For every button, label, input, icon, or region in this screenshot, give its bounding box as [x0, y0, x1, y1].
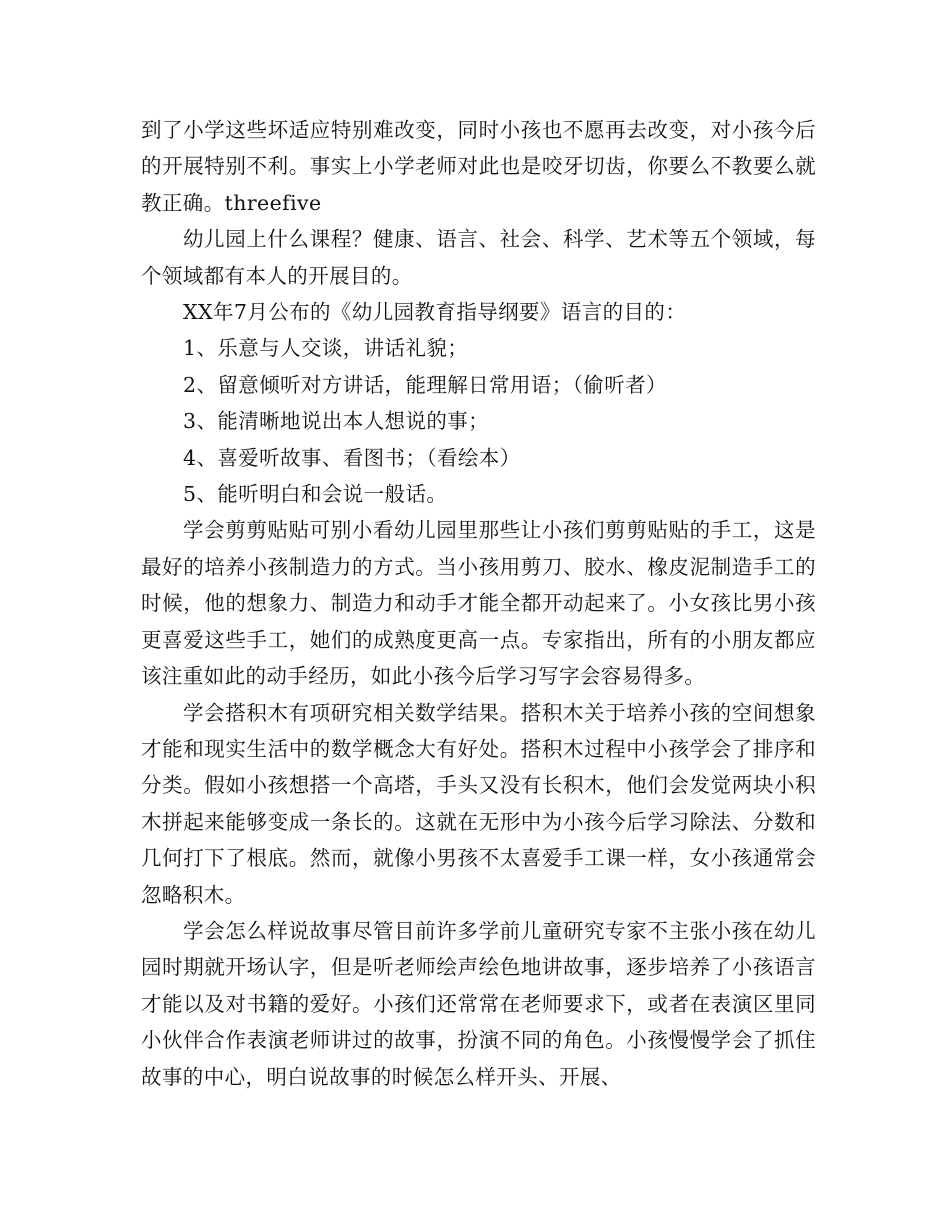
list-item-3: 3、能清晰地说出本人想说的事；	[183, 409, 490, 434]
paragraph-building-blocks: 学会搭积木有项研究相关数学结果。搭积木关于培养小孩的空间想象才能和现实生活中的数学概念大有好处。搭积木过程中小孩学会了排序和分类。假如小孩想搭一个高塔，手头又没有长积木，他们会发觉两块小积木拼起来能够变成一条长的。这就在无形中为小孩今后学习除法、分数和几何打下了根底。然而，就像小男孩不太喜爱手工课一样，女小孩通常会忽略积木。	[141, 700, 816, 907]
paragraph-1: 到了小学这些坏适应特别难改变，同时小孩也不愿再去改变，对小孩今后的开展特别不利。事实上小学老师对此也是咬牙切齿，你要么不教要么就教正确。threefive	[141, 118, 816, 215]
list-item-2: 2、留意倾听对方讲话，能理解日常用语；（偷听者）	[183, 372, 667, 397]
paragraph-cutting-pasting: 学会剪剪贴贴可别小看幼儿园里那些让小孩们剪剪贴贴的手工，这是最好的培养小孩制造力的方式。当小孩用剪刀、胶水、橡皮泥制造手工的时候，他的想象力、制造力和动手才能全都开动起来了。小女孩比男小孩更喜爱这些手工，她们的成熟度更高一点。专家指出，所有的小朋友都应该注重如此的动手经历，如此小孩今后学习写字会容易得多。	[141, 518, 816, 689]
paragraph-storytelling: 学会怎么样说故事尽管目前许多学前儿童研究专家不主张小孩在幼儿园时期就开场认字，但是听老师绘声绘色地讲故事，逐步培养了小孩语言才能以及对书籍的爱好。小孩们还常常在老师要求下，或者在表演区里同小伙伴合作表演老师讲过的故事，扮演不同的角色。小孩慢慢学会了抓住故事的中心，明白说故事的时候怎么样开头、开展、	[141, 918, 816, 1089]
list-item-1: 1、乐意与人交谈，讲话礼貌；	[183, 336, 469, 361]
document-body	[141, 112, 816, 1095]
paragraph-2: 幼儿园上什么课程？健康、语言、社会、科学、艺术等五个领域，每个领域都有本人的开展目的。	[141, 227, 816, 288]
list-item-5: 5、能听明白和会说一般话。	[183, 482, 448, 507]
paragraph-3: XX年7月公布的《幼儿园教育指导纲要》语言的目的：	[183, 300, 687, 325]
list-item-4: 4、喜爱听故事、看图书；（看绘本）	[183, 445, 521, 470]
